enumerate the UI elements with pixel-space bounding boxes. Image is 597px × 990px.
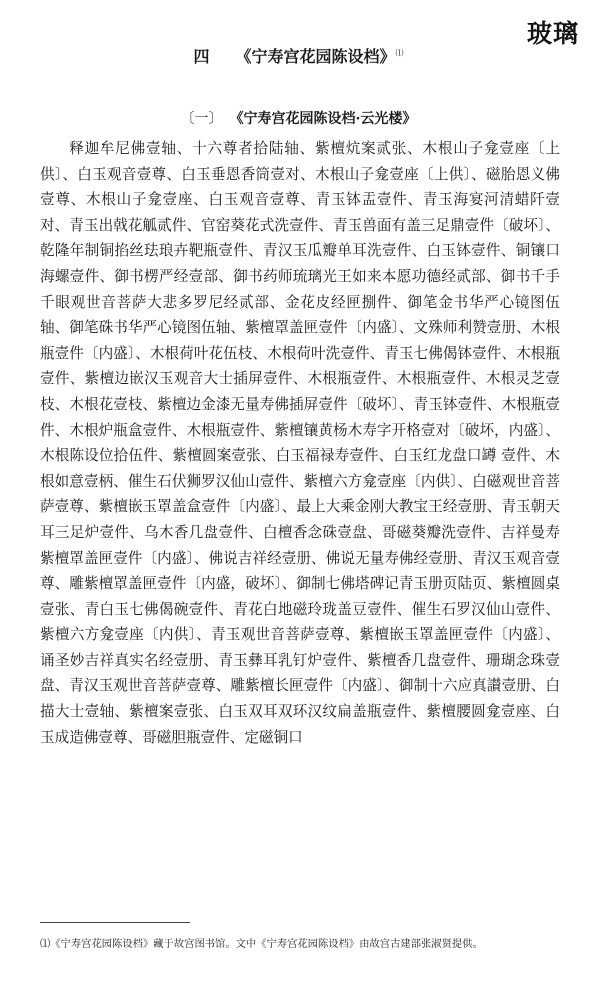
chapter-title: 《宁寿宫花园陈设档》 [235, 47, 396, 66]
section-number: 〔一〕 [180, 111, 223, 127]
footnote-divider [40, 922, 190, 923]
chapter-number: 四 [193, 47, 210, 66]
chapter-heading [0, 44, 597, 67]
inventory-paragraph: 释迦牟尼佛壹轴、十六尊者拾陆轴、紫檀炕案贰张、木根山子龛壹座〔上供〕、白玉观音壹尊、白玉垂恩香筒壹对、木根山子龛壹座〔上供〕、磁胎恩义佛壹尊、木根山子龛壹座、白玉观音壹尊、青玉钵盂壹件、青玉海宴河清蜡阡壹对、青玉出戟花觚贰件、官窑葵花式洗壹件、青玉兽面有盖三足鼎壹件〔破坏〕、乾隆年制铜掐丝珐琅卉靶瓶壹件、青汉玉瓜瓣单耳洗壹件、白玉钵壹件、铜镶口海螺壹件、御书楞严经壹部、御书药师琉璃光王如来本愿功德经贰部、御书千手千眼观世音菩萨大悲多罗尼经贰部、金花皮经匣捌件、御笔金书华严心镜图伍轴、御笔硃书华严心镜图伍轴、紫檀罩盖匣壹件〔内盛〕、文殊师利赞壹册、木根瓶壹件〔内盛〕、木根荷叶花伍枝、木根荷叶洗壹件、青玉七佛偈钵壹件、木根瓶壹件、紫檀边嵌汉玉观音大士插屏壹件、木根瓶壹件、木根瓶壹件、木根灵芝壹枝、木根花壹枝、紫檀边金漆无量寿佛插屏壹件〔破坏〕、青玉钵壹件、木根瓶壹件、木根炉瓶盒壹件、木根瓶壹件、紫檀镶黄杨木寿字开格壹对〔破坏，内盛〕、木根陈设位拾伍件、紫檀圆案壹张、白玉福禄寿壹件、白玉红龙盘口罇 壹件、木根如意壹柄、催生石伏狮罗汉仙山壹件、紫檀六方龛壹座〔内供〕、白磁观世音菩萨壹尊、紫檀嵌玉罩盖盒壹件〔内盛〕、最上大乘金刚大教宝王经壹册、青玉朝天耳三足炉壹件、乌木香几盘壹件、白檀香念硃壹盘、哥磁葵瓣洗壹件、吉祥曼寿紫檀罩盖匣壹件〔内盛〕、佛说吉祥经壹册、佛说无量寿佛经壹册、青汉玉观音壹尊、雕紫檀罩盖匣壹件〔内盛，破坏〕、御制七佛塔碑记青玉册页陆页、紫檀圆桌壹张、青白玉七佛偈碗壹件、青花白地磁玲珑盖豆壹件、催生石罗汉仙山壹件、紫檀六方龛壹座〔内供〕、青玉观世音菩萨壹尊、紫檀嵌玉罩盖匣壹件〔内盛〕、诵圣妙吉祥真实名经壹册、青玉彝耳乳钉炉壹件、紫檀香几盘壹件、珊瑚念珠壹盘、青汉玉观世音菩萨壹尊、雕紫檀长匣壹件〔内盛〕、御制十六应真讃壹册、白描大士壹轴、紫檀案壹张、白玉双耳双环汉纹扁盖瓶壹件、紫檀腰圆龛壹座、白玉成造佛壹尊、哥磁胆瓶壹件、定磁铜口 [40, 140, 560, 746]
page-corner-title: 玻璃 [526, 19, 579, 48]
section-heading [0, 108, 597, 128]
footnote-reference: ⑴ [395, 48, 404, 58]
footnote: ⑴《宁寿宫花园陈设档》藏于故宫图书馆。文中《宁寿宫花园陈设档》由故宫古建部张淑贤提供。 [40, 938, 483, 950]
section-title: 《宁寿宫花园陈设档·云光楼》 [236, 111, 417, 127]
